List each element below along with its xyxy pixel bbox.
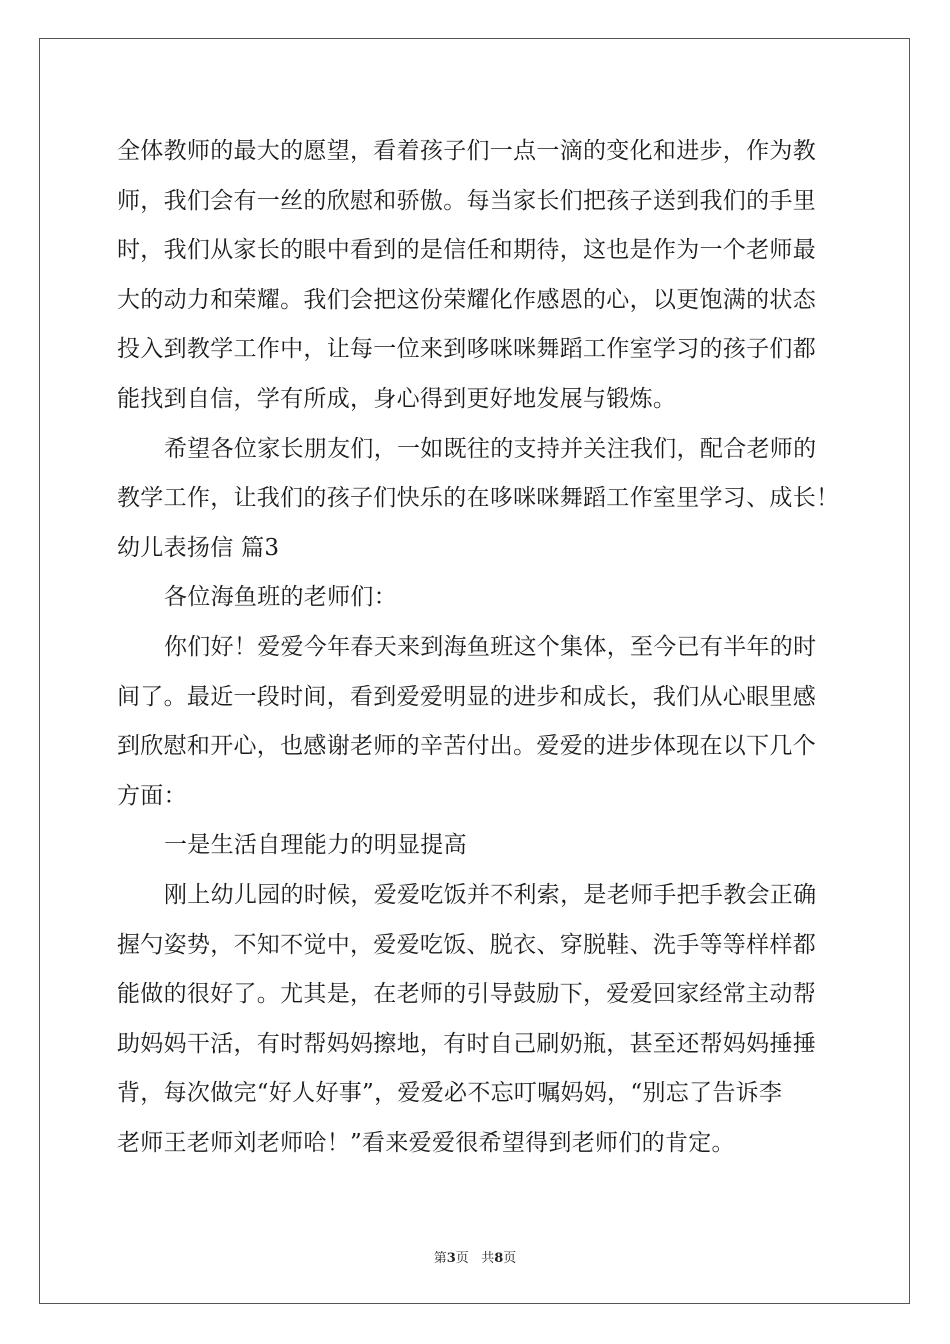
paragraph-start: 希望各位家长朋友们，一如既往的支持并关注我们，配合老师的 — [164, 435, 817, 462]
page-prefix: 第 — [433, 1251, 447, 1266]
text-line: 间了。最近一段时间，看到爱爱明显的进步和成长，我们从心眼里感 — [117, 683, 816, 710]
text-line: 老师王老师刘老师哈！”看来爱爱很希望得到老师们的肯定。 — [117, 1129, 735, 1156]
text-line: 全体教师的最大的愿望，看着孩子们一点一滴的变化和进步，作为教 — [117, 138, 816, 164]
text-line: 师，我们会有一丝的欣慰和骄傲。每当家长们把孩子送到我们的手里 — [117, 187, 816, 214]
paragraph-start: 刚上幼儿园的时候，爱爱吃饭并不利索，是老师手把手教会正确 — [164, 881, 817, 908]
text-line: 方面： — [117, 782, 187, 809]
text-line: 教学工作，让我们的孩子们快乐的在哆咪咪舞蹈工作室里学习、成长！ — [117, 485, 840, 512]
text-line: 背，每次做完“好人好事”，爱爱必不忘叮嘱妈妈，“别忘了告诉李 — [117, 1080, 783, 1107]
text-line: 能做的很好了。尤其是，在老师的引导鼓励下，爱爱回家经常主动帮 — [117, 981, 816, 1008]
total-prefix: 共 — [481, 1251, 495, 1266]
total-suffix: 页 — [503, 1251, 517, 1266]
page-suffix: 页 — [455, 1251, 469, 1266]
text-line: 到欣慰和开心，也感谢老师的辛苦付出。爱爱的进步体现在以下几个 — [117, 733, 816, 760]
section-heading: 幼儿表扬信 篇3 — [117, 534, 280, 561]
paragraph-start: 你们好！爱爱今年春天来到海鱼班这个集体，至今已有半年的时 — [164, 633, 817, 660]
text-line: 大的动力和荣耀。我们会把这份荣耀化作感恩的心，以更饱满的状态 — [117, 286, 816, 313]
total-page-count: 8 — [494, 1251, 504, 1266]
current-page-number: 3 — [446, 1251, 456, 1266]
page-footer — [0, 1247, 950, 1266]
text-line: 助妈妈干活，有时帮妈妈擦地，有时自己刷奶瓶，甚至还帮妈妈捶捶 — [117, 1030, 816, 1057]
subheading: 一是生活自理能力的明显提高 — [164, 832, 467, 859]
document-body — [117, 127, 840, 1168]
text-line: 能找到自信，学有所成，身心得到更好地发展与锻炼。 — [117, 385, 677, 412]
text-line: 握勺姿势，不知不觉中，爱爱吃饭、脱衣、穿脱鞋、洗手等等样样都 — [117, 931, 816, 958]
letter-salutation: 各位海鱼班的老师们： — [164, 584, 397, 611]
text-line: 投入到教学工作中，让每一位来到哆咪咪舞蹈工作室学习的孩子们都 — [117, 336, 816, 363]
text-line: 时，我们从家长的眼中看到的是信任和期待，这也是作为一个老师最 — [117, 237, 816, 264]
